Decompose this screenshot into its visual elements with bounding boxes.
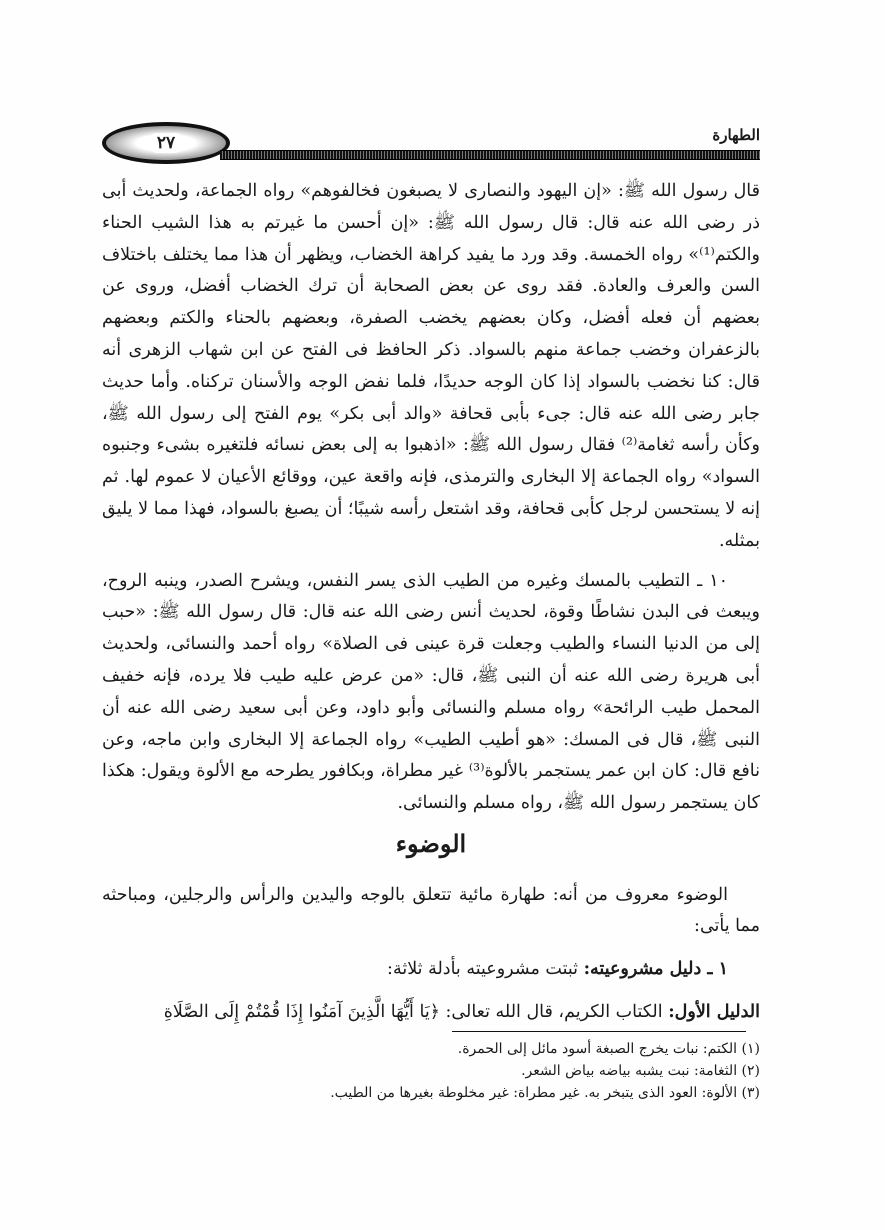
proof-label: الدليل الأول: [668,1002,760,1022]
paragraph-dyeing: قال رسول الله ﷺ: «إن اليهود والنصارى لا يصبغون فخالفوهم» رواه الجماعة، ولحديث أبى ذر رضى الله عنه قال: قال رسول الله ﷺ: «إن أحسن ما غيرتم به هذا الشيب الحناء والكتم⁽¹⁾» رواه الخمسة. وقد ورد ما يفيد كراهة الخضاب، ويظهر أن هذا مما يختلف باختلاف السن والعرف والعادة. فقد روى عن بعض الصحابة أن ترك الخضاب أفضل، وروى عن بعضهم أن فعله أفضل، وكان بعضهم يخضب الصفرة، وبعضهم بالحناء والكتم وبعضهم بالزعفران وخضب جماعة منهم بالسواد. ذكر الحافظ فى الفتح عن ابن شهاب الزهرى أنه قال: كنا نخضب بالسواد إذا كان الوجه حديدًا، فلما نفض الوجه والأسنان تركناه. وأما حديث جابر رضى الله عنه قال: جىء بأبى قحافة «والد أبى بكر» يوم الفتح إلى رسول الله ﷺ، وكأن رأسه ثغامة⁽²⁾ فقال رسول الله ﷺ: «اذهبوا به إلى بعض نسائه فلتغيره بشىء وجنبوه السواد» رواه الجماعة إلا البخارى والترمذى، فإنه واقعة عين، ووقائع الأعيان لا عموم لها. ثم إنه لا يستحسن لرجل كأبى قحافة، وقد اشتعل رأسه شيبًا؛ أن يصبغ بالسواد، فهذا مما لا يليق بمثله. [102,181,760,551]
header-rule [220,150,760,160]
section-title: الوضوء [395,829,467,858]
first-proof [102,997,760,1028]
proof-text: الكتاب الكريم، قال الله تعالى: ﴿يَا أَيُّهَا الَّذِينَ آمَنُوا إِذَا قُمْتُمْ إِلَى الصَّلَاةِ [163,1002,669,1022]
paragraph-perfume: ١٠ ـ التطيب بالمسك وغيره من الطيب الذى يسر النفس، ويشرح الصدر، وينبه الروح، ويبعث فى البدن نشاطًا وقوة، لحديث أنس رضى الله عنه قال: قال رسول الله ﷺ: «حبب إلى من الدنيا النساء والطيب وجعلت قرة عينى فى الصلاة» رواه أحمد والنسائى، ولحديث أبى هريرة رضى الله عنه أن النبى ﷺ، قال: «من عرض عليه طيب فلا يرده، فإنه خفيف المحمل طيب الرائحة» رواه مسلم والنسائى وأبو داود، وعن أبى سعيد رضى الله عنه أن النبى ﷺ، قال فى المسك: «هو أطيب الطيب» رواه الجماعة إلا البخارى وابن ماجه، وعن نافع قال: كان ابن عمر يستجمر بالألوة⁽³⁾ غير مطراة، وبكافور يطرحه مع الألوة ويقول: هكذا كان يستجمر رسول الله ﷺ، رواه مسلم والنسائى. [102,570,760,814]
footnote-rule [452,1031,746,1032]
wudu-intro: الوضوء معروف من أنه: طهارة مائية تتعلق بالوجه واليدين والرأس والرجلين، ومباحثه مما يأتى: [102,885,760,936]
running-head: الطهارة [712,126,760,144]
page-number: ٢٧ [149,133,183,153]
legitimacy-point [102,954,760,985]
footnote: (٣) الألوة: العود الذى يتبخر به. غير مطراة: غير مخلوطة بغيرها من الطيب. [330,1085,760,1101]
page-number-ornament [102,122,230,164]
body-text [102,176,760,820]
footnote: (١) الكتم: نبات يخرج الصبغة أسود مائل إلى الحمرة. [457,1041,760,1057]
footnote: (٢) الثغامة: نبت يشبه بياضه بياض الشعر. [521,1063,760,1079]
page-header [100,120,760,168]
footnotes [102,1038,760,1104]
point-label: ١ ـ دليل مشروعيته: [583,959,728,979]
wudu-section [102,880,760,1028]
point-text: ثبتت مشروعيته بأدلة ثلاثة: [387,959,584,979]
